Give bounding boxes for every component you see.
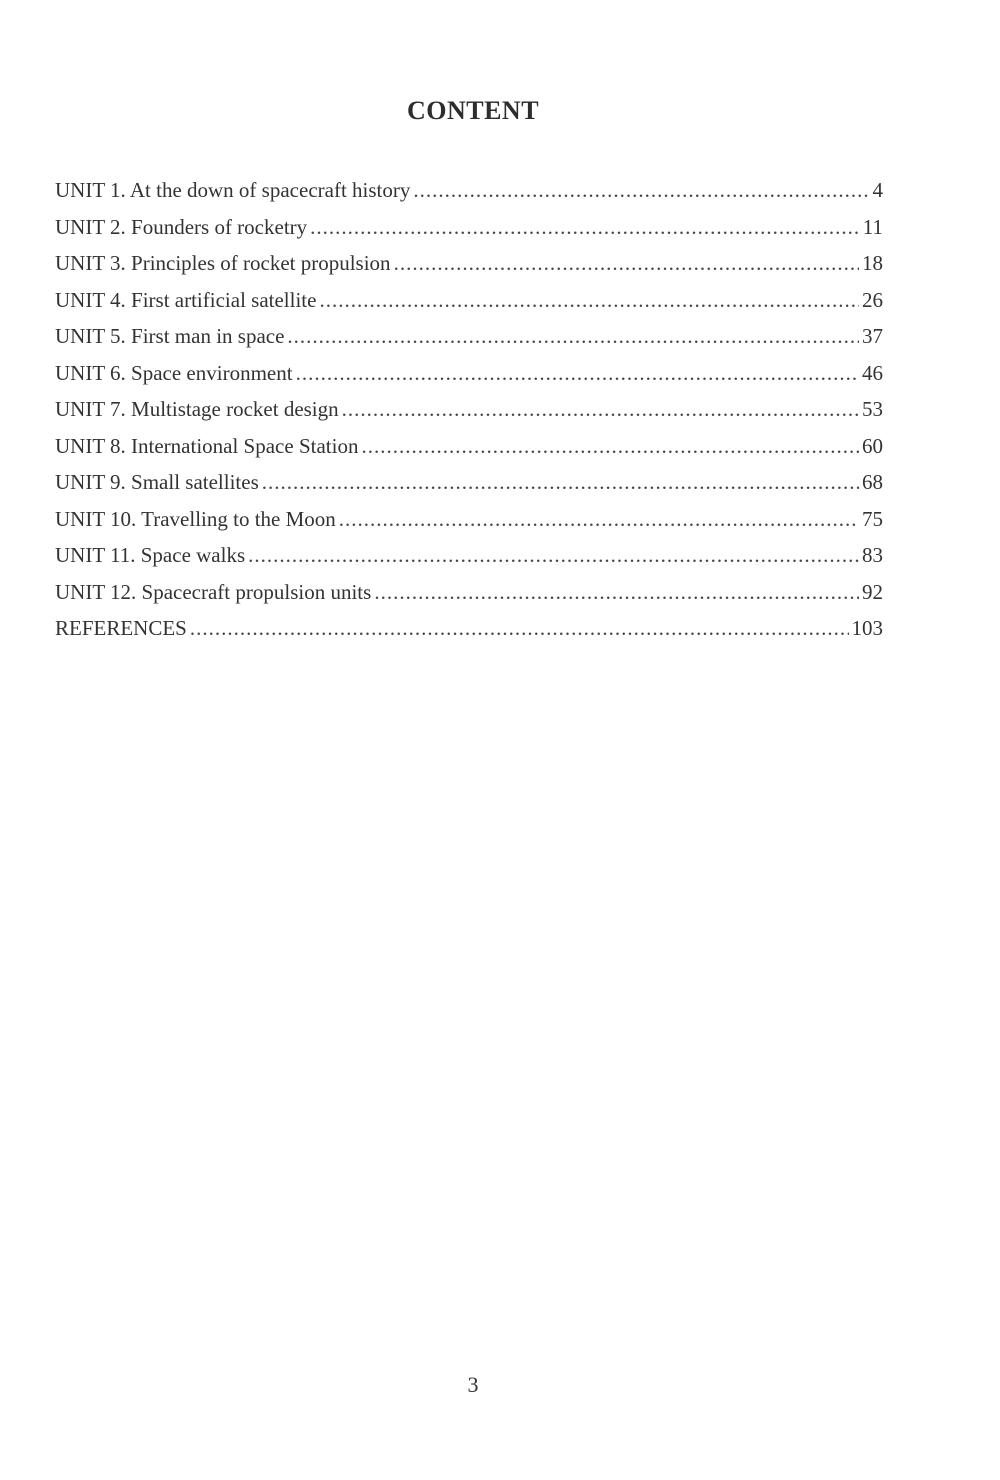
toc-entry-unit-12[interactable] — [55, 574, 883, 611]
toc-entry-unit-4[interactable] — [55, 282, 883, 319]
toc-entry-unit-7[interactable] — [55, 391, 883, 428]
dot-leader — [287, 318, 859, 355]
toc-entry-page: 83 — [862, 543, 883, 567]
toc-entry-label: UNIT 5. First man in space — [55, 324, 285, 348]
toc-entry-page: 68 — [862, 470, 883, 494]
dot-leader — [262, 464, 859, 501]
dot-leader — [374, 574, 859, 611]
toc-entry-page: 46 — [862, 360, 883, 385]
toc-entry-unit-9[interactable] — [55, 464, 883, 501]
toc-entry-label: UNIT 10. Travelling to the Moon — [55, 506, 336, 531]
dot-leader — [342, 391, 859, 428]
toc-entry-page: 18 — [862, 251, 883, 275]
toc-entry-label: UNIT 2. Founders of rocketry — [55, 214, 308, 239]
toc-entry-unit-11[interactable] — [55, 537, 883, 574]
toc-entry-label: UNIT 7. Multistage rocket design — [55, 397, 339, 421]
toc-entry-page: 11 — [862, 214, 883, 239]
toc-entry-references[interactable] — [55, 610, 883, 647]
toc-entry-label: UNIT 9. Small satellites — [55, 470, 259, 494]
dot-leader — [248, 537, 859, 574]
dot-leader — [413, 172, 869, 209]
dot-leader — [190, 610, 849, 647]
toc-entry-page: 92 — [862, 579, 883, 604]
toc-entry-unit-10[interactable] — [55, 501, 883, 538]
toc-entry-page: 4 — [872, 178, 883, 202]
toc-entry-page: 75 — [862, 506, 883, 531]
toc-entry-unit-5[interactable] — [55, 318, 883, 355]
toc-entry-unit-8[interactable] — [55, 428, 883, 465]
dot-leader — [296, 355, 859, 392]
toc-entry-unit-2[interactable] — [55, 209, 883, 246]
toc-entry-label: UNIT 3. Principles of rocket propulsion — [55, 251, 391, 275]
toc-entry-page: 53 — [862, 397, 883, 421]
dot-leader — [319, 282, 859, 319]
dot-leader — [361, 428, 859, 465]
toc-entry-label: UNIT 11. Space walks — [55, 543, 246, 567]
page-number: 3 — [467, 1372, 479, 1397]
dot-leader — [339, 501, 859, 538]
toc-entry-unit-6[interactable] — [55, 355, 883, 392]
toc-entry-page: 60 — [862, 433, 883, 458]
toc-entry-label: UNIT 4. First artificial satellite — [55, 287, 317, 312]
toc-entry-label: UNIT 6. Space environment — [55, 360, 293, 385]
toc-entry-unit-1[interactable] — [55, 172, 883, 209]
page-title: CONTENT — [406, 96, 540, 125]
table-of-contents — [55, 172, 883, 647]
dot-leader — [310, 209, 860, 246]
dot-leader — [394, 245, 859, 282]
toc-entry-label: UNIT 12. Spacecraft propulsion units — [55, 579, 372, 604]
toc-entry-label: REFERENCES — [55, 616, 187, 640]
toc-entry-unit-3[interactable] — [55, 245, 883, 282]
toc-entry-page: 26 — [862, 287, 883, 312]
toc-entry-label: UNIT 8. International Space Station — [55, 433, 359, 458]
toc-entry-page: 103 — [851, 616, 883, 640]
toc-entry-label: UNIT 1. At the down of spacecraft history — [55, 178, 411, 202]
toc-entry-page: 37 — [862, 324, 883, 348]
